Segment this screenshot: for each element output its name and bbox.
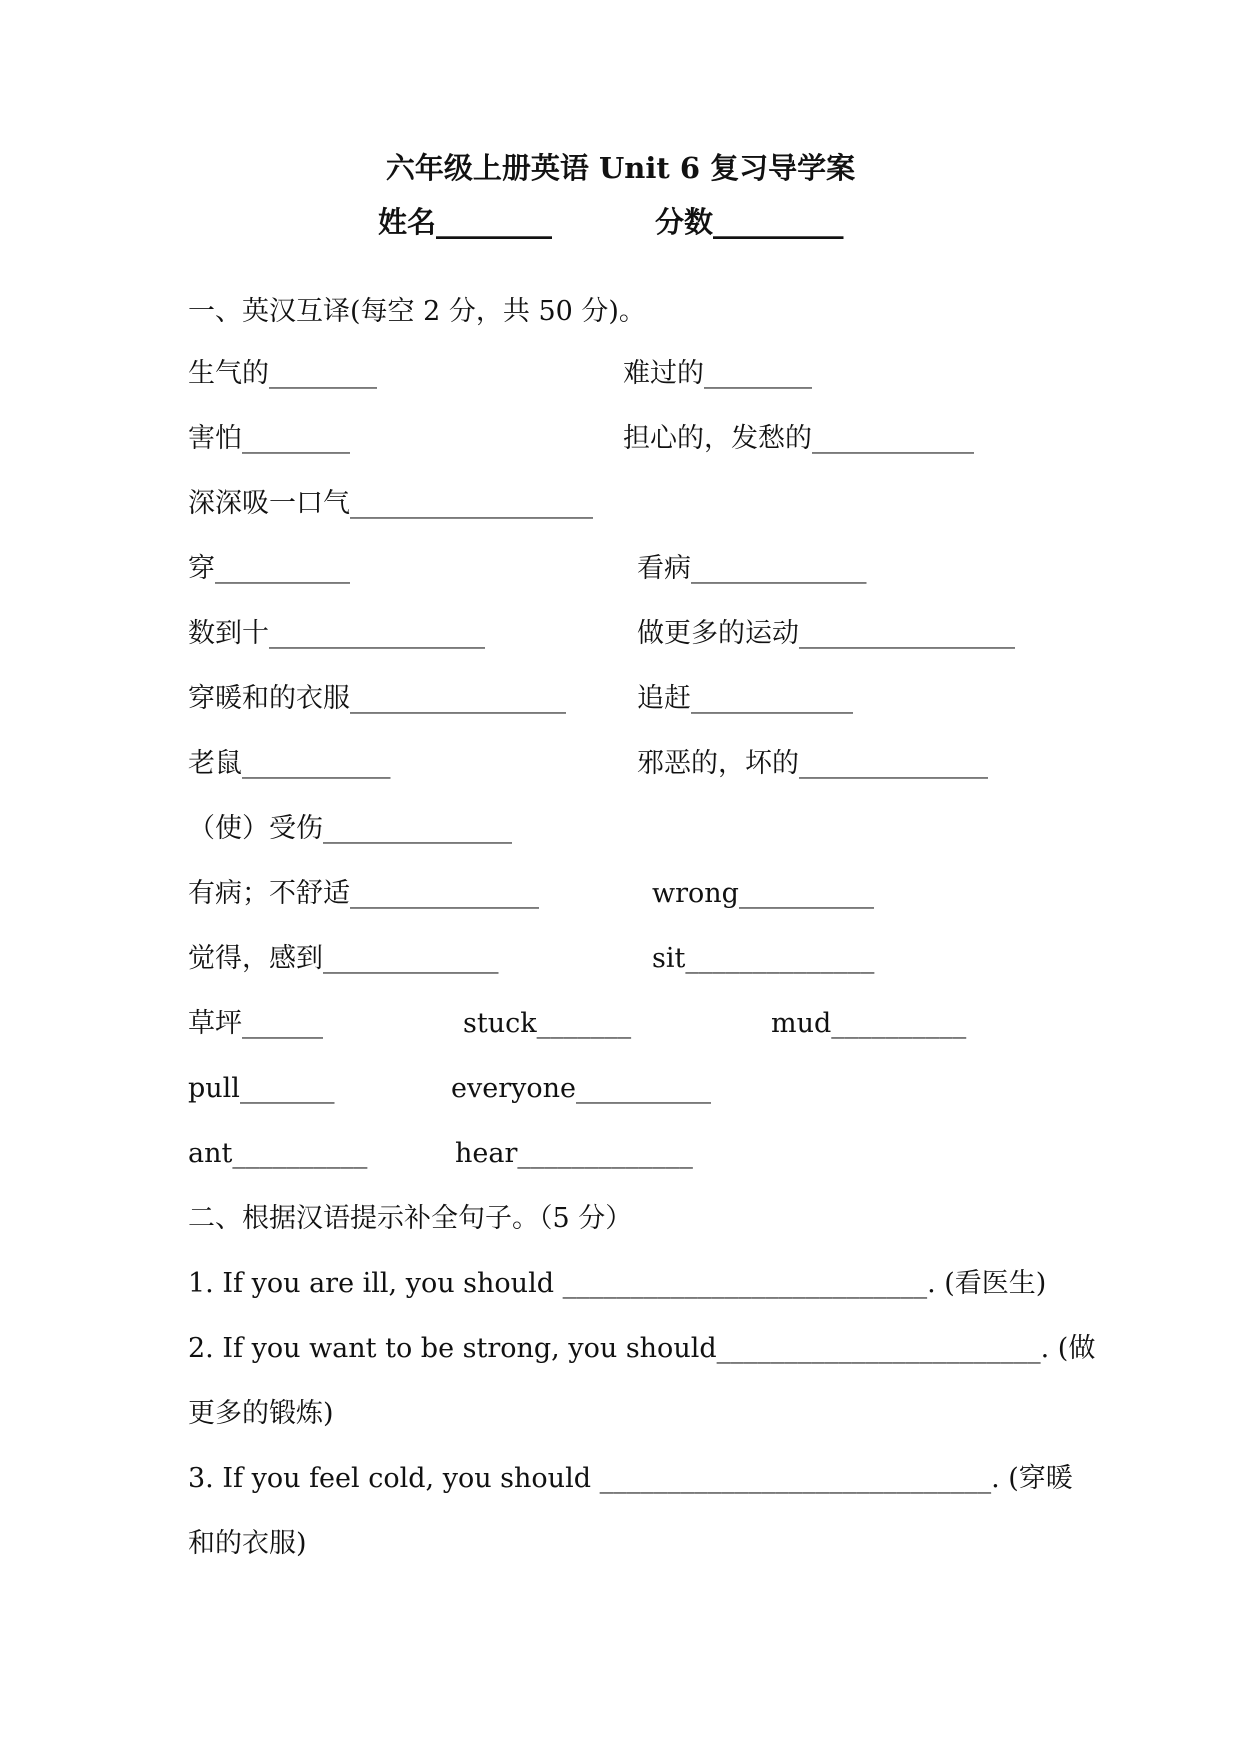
vocab-item: 看病_____________ — [637, 553, 867, 584]
sentence-line: 3. If you feel cold, you should _____________________________. (穿暖 — [188, 1463, 1073, 1494]
section2-heading: 二、根据汉语提示补全句子。（5 分） — [188, 1203, 633, 1234]
vocab-item: 数到十________________ — [188, 618, 485, 649]
vocab-item: wrong__________ — [652, 878, 874, 909]
sentence-line: 更多的锻炼) — [188, 1398, 334, 1429]
vocab-item: sit______________ — [652, 943, 875, 974]
vocab-item: 穿暖和的衣服________________ — [188, 683, 566, 714]
vocab-item: 深深吸一口气__________________ — [188, 488, 593, 519]
vocab-item: 草坪______ — [188, 1008, 323, 1039]
vocab-item: 害怕________ — [188, 423, 350, 454]
vocab-item: 穿__________ — [188, 553, 350, 584]
vocab-item: 生气的________ — [188, 358, 377, 389]
vocab-item: pull_______ — [188, 1073, 335, 1104]
vocab-item: everyone__________ — [451, 1073, 711, 1104]
vocab-item: stuck_______ — [463, 1008, 632, 1039]
name-field: 姓名________ — [378, 205, 553, 239]
vocab-item: ant__________ — [188, 1138, 368, 1169]
vocab-item: mud__________ — [771, 1008, 967, 1039]
vocab-item: 老鼠___________ — [188, 748, 391, 779]
vocab-item: 难过的________ — [623, 358, 812, 389]
sentence-line: 1. If you are ill, you should ___________________________. (看医生) — [188, 1268, 1047, 1299]
vocab-item: 觉得，感到_____________ — [188, 943, 499, 974]
score-field: 分数_________ — [655, 205, 844, 239]
sentence-line: 2. If you want to be strong, you should________________________. (做 — [188, 1333, 1096, 1364]
vocab-item: 追赶____________ — [637, 683, 853, 714]
vocab-item: 有病；不舒适______________ — [188, 878, 539, 909]
page-title: 六年级上册英语 Unit 6 复习导学案 — [385, 151, 856, 185]
vocab-item: hear_____________ — [455, 1138, 693, 1169]
vocab-item: 担心的，发愁的____________ — [623, 423, 974, 454]
vocab-item: 做更多的运动________________ — [637, 618, 1015, 649]
section1-heading: 一、英汉互译(每空 2 分，共 50 分)。 — [188, 296, 646, 327]
vocab-item: 邪恶的，坏的______________ — [637, 748, 988, 779]
vocab-item: （使）受伤______________ — [188, 813, 512, 844]
sentence-line: 和的衣服) — [188, 1528, 307, 1559]
